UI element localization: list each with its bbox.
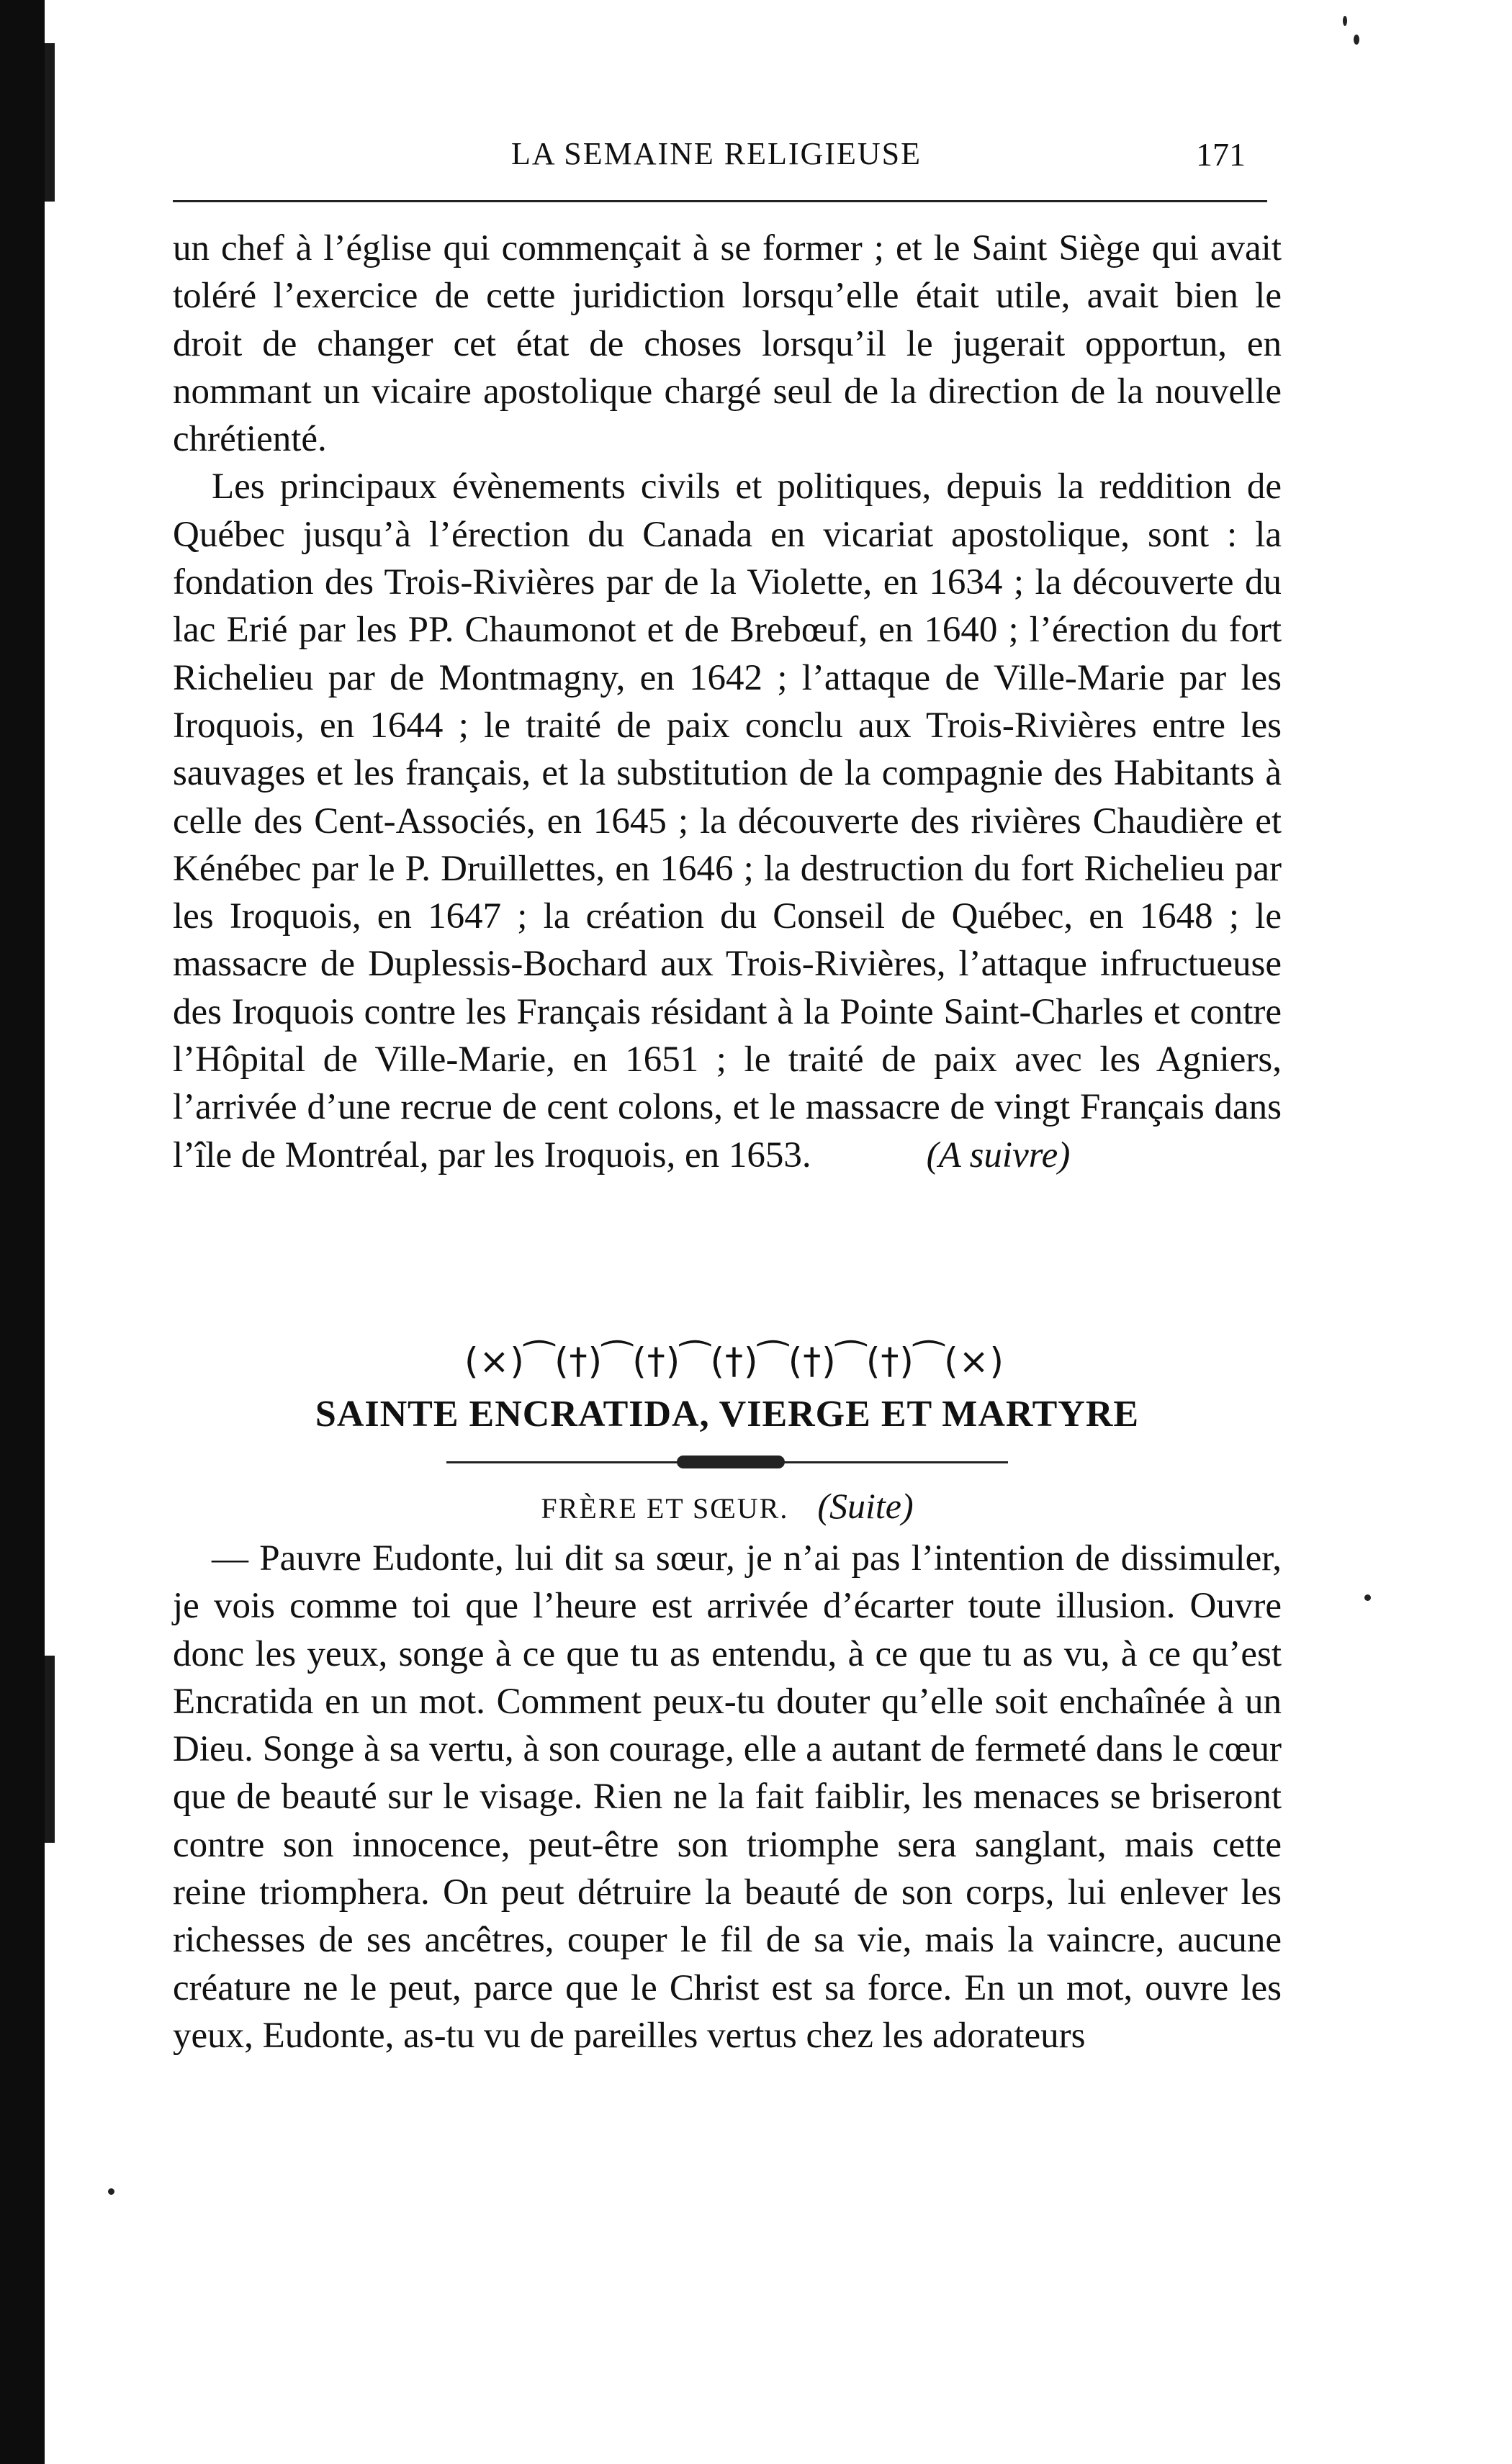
paragraph-text: un chef à l’église qui commençait à se former ; et le Saint Siège qui avait toléré l’exercice de cette juridiction lorsqu’elle était utile, avait bien le droit de changer cet état de choses lorsqu’il le jugerait opportun, en nommant un vicaire apostolique chargé seul de la direction de la nouvelle chrétienté. — [173, 228, 1282, 460]
paragraph-text: — Pauvre Eudonte, lui dit sa sœur, je n’ai pas l’intention de dissimuler, je vois comme toi que l’heure est arrivée d’écarter toute illusion. Ouvre donc les yeux, songe à ce que tu as entendu, à ce que tu as vu, à ce qu’est Encratida en un mot. Comment peux-tu douter qu’elle soit enchaînée à un Dieu. Songe à sa vertu, à son courage, elle a autant de fermeté dans le cœur que de beauté sur le visage. Rien ne la fait faiblir, les menaces se briseront contre son innocence, peut-être son triomphe sera sanglant, mais cette reine triomphera. On peut détruire la beauté de son corps, lui enlever les richesses de ses ancêtres, couper le fil de sa vie, mais la vaincre, aucune créature ne le peut, parce que le Christ est sa force. En un mot, ouvre les yeux, Eudonte, as-tu vu de pareilles vertus chez les adorateurs — [173, 1538, 1282, 2056]
running-head — [173, 135, 1296, 179]
continued-note: (Suite) — [817, 1486, 914, 1526]
binding-shadow — [45, 43, 55, 202]
chapter-subtitle: FRÈRE ET SŒUR. — [541, 1492, 789, 1525]
paragraph — [173, 463, 1282, 1178]
to-be-continued-note: (A suivre) — [926, 1134, 1071, 1175]
article-body-2 — [173, 1535, 1282, 2059]
section-title: SAINTE ENCRATIDA, VIERGE ET MARTYRE — [315, 1394, 1140, 1435]
rule-ornament — [677, 1456, 785, 1468]
paragraph — [173, 1535, 1282, 2059]
paragraph-text: Les principaux évènements civils et politiques, depuis la reddition de Québec jusqu’à l’érection du Canada en vicariat apostolique, sont : la fondation des Trois-Rivières par de la Violette, en 1634 ; la découverte du lac Erié par les PP. Chaumonot et de Brebœuf, en 1640 ; l’érection du fort Richelieu par de Montmagny, en 1642 ; l’attaque de Ville-Marie par les Iroquois, en 1644 ; le traité de paix conclu aux Trois-Rivières entre les sauvages et les français, et la substitution de la compagnie des Habitants à celle des Cent-Associés, en 1645 ; la découverte des rivières Chaudière et Kénébec par le P. Druillettes, en 1646 ; la destruction du fort Richelieu par les Iroquois, en 1647 ; la création du Conseil de Québec, en 1648 ; le massacre de Duplessis-Bochard aux Trois-Rivières, l’attaque infructueuse des Iroquois contre les Français résidant à la Pointe Saint-Charles et contre l’Hôpital de Ville-Marie, en 1651 ; le traité de paix avec les Agniers, l’arrivée d’une recrue de cent colons, et le massacre de vingt Français dans l’île de Montréal, par les Iroquois, en 1653. — [173, 466, 1282, 1175]
binding-edge — [0, 0, 45, 2464]
page-speck — [1364, 1594, 1371, 1601]
page-speck — [1354, 35, 1359, 45]
page-speck — [108, 2188, 114, 2195]
paragraph-continuation — [173, 225, 1282, 463]
book-page — [173, 0, 1296, 2464]
header-rule — [173, 200, 1267, 202]
binding-shadow — [45, 1656, 55, 1843]
page-number: 171 — [1196, 136, 1246, 173]
article-body — [173, 225, 1282, 1179]
running-title: LA SEMAINE RELIGIEUSE — [511, 136, 922, 171]
page-speck — [1343, 16, 1347, 26]
section-ornament: (×)⁀(†)⁀(†)⁀(†)⁀(†)⁀(†)⁀(×) — [464, 1340, 1004, 1382]
chapter-heading — [173, 1485, 1282, 1527]
